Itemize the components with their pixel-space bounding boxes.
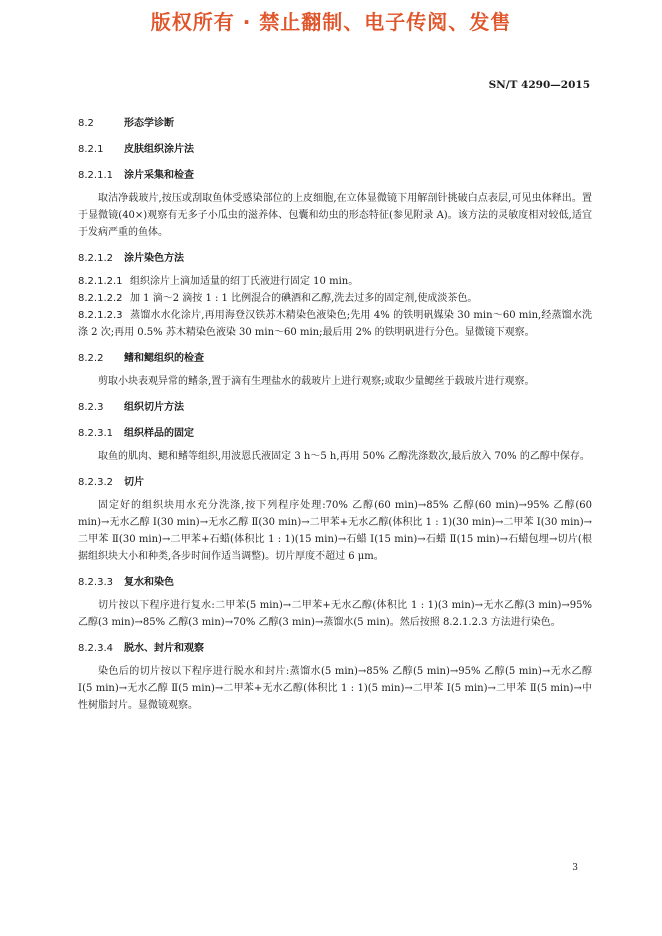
item-text: 组织涂片上滴加适量的绍丁氏液进行固定 10 min。 [130,276,359,287]
section-title: 切片 [124,477,144,488]
section-number: 8.2 [78,118,94,129]
section-number: 8.2.1.1 [78,170,113,181]
item-number: 8.2.1.2.3 [78,310,123,321]
heading-8-2-3-1 [78,426,592,442]
section-number: 8.2.2 [78,353,104,364]
document-body [78,116,592,714]
heading-8-2-3 [78,400,592,416]
item-8-2-1-2-1 [78,273,592,290]
section-title: 涂片采集和检查 [124,170,194,181]
copyright-watermark: 版权所有 · 禁止翻制、电子传阅、发售 [150,10,512,34]
heading-8-2-3-3 [78,575,592,591]
paragraph-8-2-1-1: 取洁净载玻片,按压或刮取鱼体受感染部位的上皮细胞,在立体显微镜下用解剖针挑破白点表层,可见虫体释出。置于显微镜(40×)观察有无多子小瓜虫的滋养体、包囊和幼虫的形态特征(参见附录 A)。该方法的灵敏度相对较低,适宜于发病严重的鱼体。 [78,193,592,238]
paragraph-8-2-3-3: 切片按以下程序进行复水:二甲苯(5 min)→二甲苯+无水乙醇(体积比 1 : 1)(3 min)→无水乙醇(3 min)→95% 乙醇(3 min)→85% 乙醇(3 min)→70% 乙醇(3 min)→蒸馏水(5 min)。然后按照 8.2.1.2.3 方法进行染色。 [78,600,592,628]
heading-8-2-1-2 [78,251,592,267]
section-title: 皮肤组织涂片法 [124,144,194,155]
item-8-2-1-2-2 [78,290,592,307]
paragraph-8-2-3-4: 染色后的切片按以下程序进行脱水和封片:蒸馏水(5 min)→85% 乙醇(5 min)→95% 乙醇(5 min)→无水乙醇 Ⅰ(5 min)→无水乙醇 Ⅱ(5 min)→二甲苯+无水乙醇(体积比 1 : 1)(5 min)→二甲苯 Ⅰ(5 min)→二甲苯 Ⅱ(5 min)→中性树脂封片。显微镜观察。 [78,666,592,711]
item-number: 8.2.1.2.1 [78,276,123,287]
heading-8-2-3-4 [78,641,592,657]
section-number: 8.2.1.2 [78,253,113,264]
paragraph-8-2-2: 剪取小块表观异常的鳍条,置于滴有生理盐水的载玻片上进行观察;或取少量鳃丝于载玻片进行观察。 [98,376,535,387]
heading-8-2-1-1 [78,168,592,184]
paragraph-8-2-3-2: 固定好的组织块用水充分洗涤,按下列程序处理:70% 乙醇(60 min)→85% 乙醇(60 min)→95% 乙醇(60 min)→无水乙醇 Ⅰ(30 min)→无水乙醇 Ⅱ(30 min)→二甲苯+无水乙醇(体积比 1 : 1)(30 min)→二甲苯 Ⅰ(30 min)→二甲苯 Ⅱ(30 min)→二甲苯+石蜡(体积比 1 : 1)(15 min)→石蜡 Ⅰ(15 min)→石蜡 Ⅱ(15 min)→石蜡包埋→切片(根据组织块大小和种类,各步时间作适当调整)。切片厚度不超过 6 μm。 [78,500,592,562]
heading-8-2-2 [78,351,592,367]
item-8-2-1-2-3 [78,307,592,341]
heading-8-2 [78,116,592,132]
section-title: 组织样品的固定 [124,428,194,439]
section-title: 形态学诊断 [124,118,174,129]
item-number: 8.2.1.2.2 [78,293,123,304]
heading-8-2-1 [78,142,592,158]
paragraph-8-2-3-1: 取鱼的肌肉、鳃和鳍等组织,用波恩氏液固定 3 h～5 h,再用 50% 乙醇洗涤数次,最后放入 70% 的乙醇中保存。 [98,451,590,462]
section-title: 涂片染色方法 [124,253,184,264]
item-text: 蒸馏水水化涂片,再用海登汉铁苏木精染色液染色;先用 4% 的铁明矾媒染 30 min～60 min,经蒸馏水洗涤 2 次;再用 0.5% 苏木精染色液染 30 min～60 min;最后用 2% 的铁明矾进行分色。显微镜下观察。 [78,310,592,338]
section-number: 8.2.3.3 [78,577,113,588]
section-number: 8.2.3.4 [78,643,113,654]
section-title: 脱水、封片和观察 [124,643,204,654]
section-title: 组织切片方法 [124,402,184,413]
section-number: 8.2.3.1 [78,428,113,439]
heading-8-2-3-2 [78,475,592,491]
section-title: 复水和染色 [124,577,174,588]
document-number: SN/T 4290—2015 [488,79,590,91]
section-number: 8.2.3.2 [78,477,113,488]
section-title: 鳍和鳃组织的检查 [124,353,204,364]
section-number: 8.2.1 [78,144,104,155]
item-text: 加 1 滴～2 滴按 1 : 1 比例混合的碘酒和乙醇,洗去过多的固定剂,使成淡茶色。 [130,293,478,304]
section-number: 8.2.3 [78,402,104,413]
page-number: 3 [572,863,578,873]
